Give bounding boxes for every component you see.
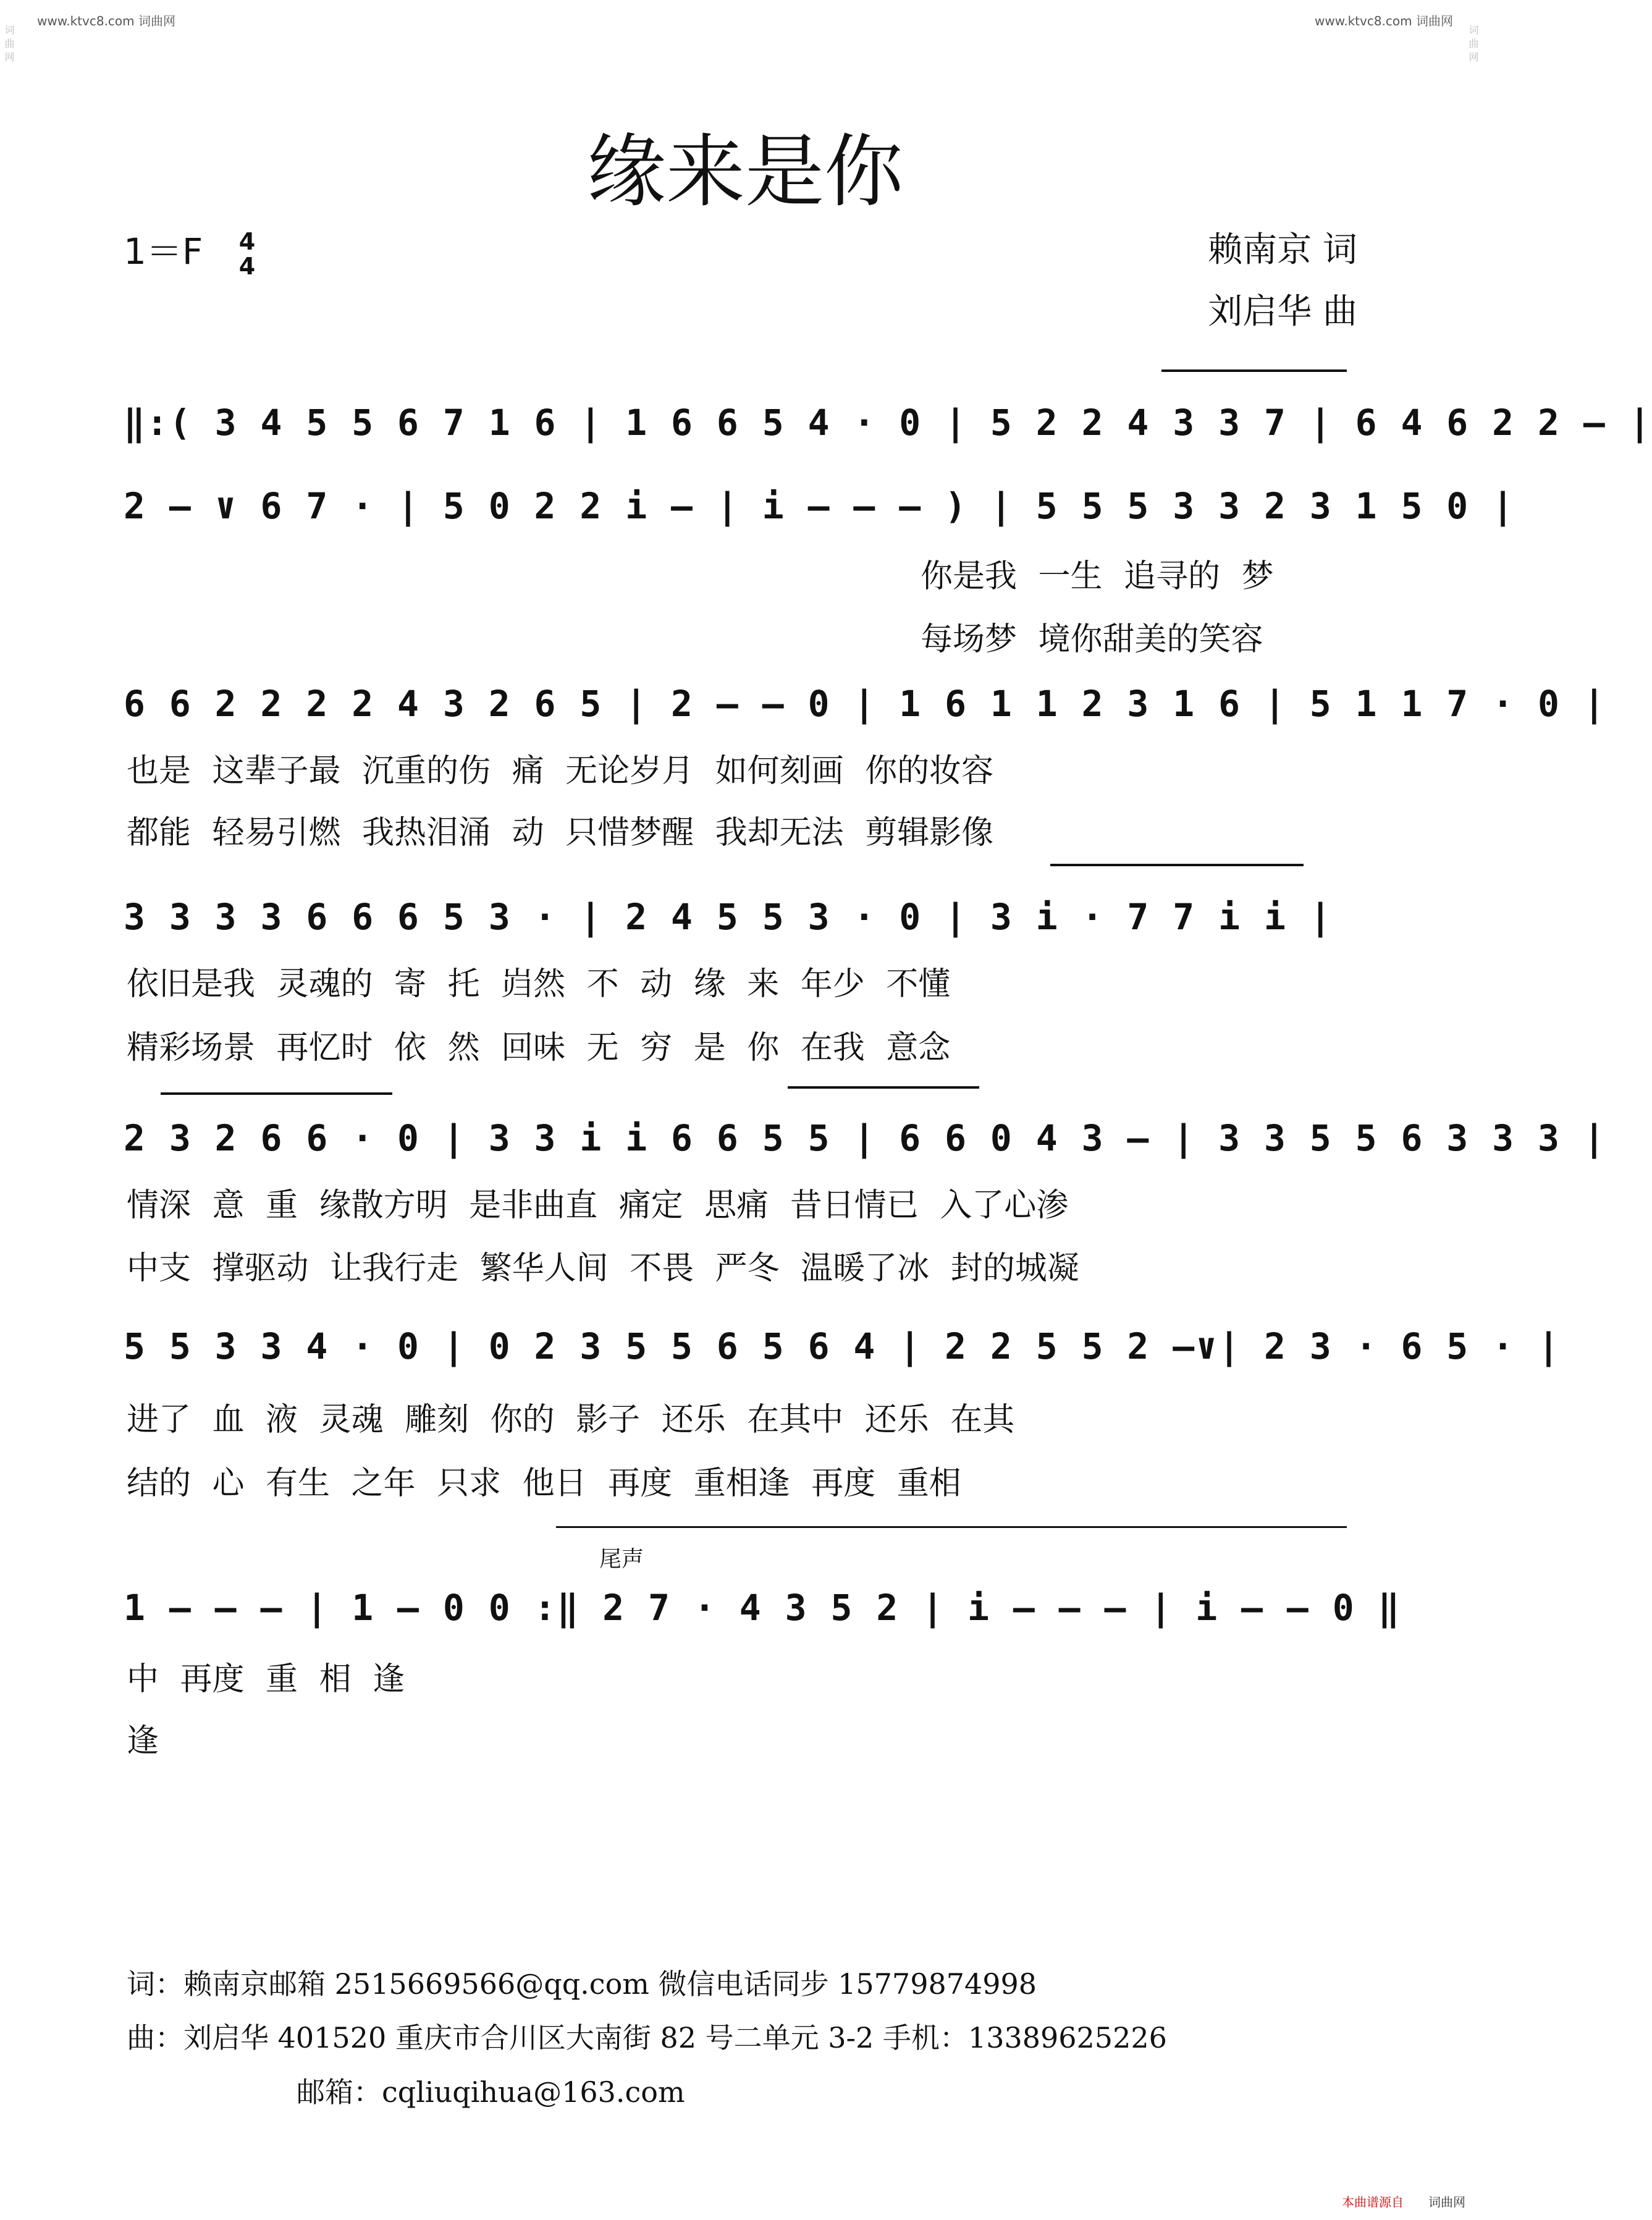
crescendo-mark: [161, 1092, 392, 1095]
key-signature: [124, 222, 255, 279]
system-6-lyric-1: 进了 血 液 灵魂 雕刻 你的 影子 还乐 在其中 还乐 在其: [127, 1401, 1015, 1438]
song-title: 缘来是你: [586, 126, 903, 218]
system-3-lyric-2: 都能 轻易引燃 我热泪涌 动 只惜梦醒 我却无法 剪辑影像: [127, 814, 994, 851]
system-5-notes: 2 3 2 6 6 · 0 | 3 3 i i 6 6 5 5 | 6 6 0 4 3 – | 3 3 5 5 6 3 3 3 |: [124, 1117, 1606, 1159]
watermark-left: www.ktvc8.com 词曲网: [37, 14, 176, 28]
coda-bracket: [556, 1526, 1347, 1528]
footer-line-email: 邮箱：cqliuqihua@163.com: [297, 2075, 685, 2109]
time-bottom: 4: [238, 252, 256, 280]
system-6-notes: 5 5 3 3 4 · 0 | 0 2 3 5 5 6 5 6 4 | 2 2 5 5 2 –∨| 2 3 · 6 5 · |: [124, 1325, 1561, 1367]
system-2-lyric-2: 每场梦 境你甜美的笑容: [921, 621, 1263, 658]
time-signature: [239, 229, 255, 279]
system-7-notes: 1 – – – | 1 – 0 0 :‖ 2 7 · 4 3 5 2 | i – – – | i – – 0 ‖: [124, 1587, 1401, 1629]
system-5-lyric-2: 中支 撑驱动 让我行走 繁华人间 不畏 严冬 温暖了冰 封的城凝: [127, 1250, 1079, 1287]
system-3-notes: 6 6 2 2 2 2 4 3 2 6 5 | 2 – – 0 | 1 6 1 1 2 3 1 6 | 5 1 1 7 · 0 |: [124, 683, 1606, 725]
system-4-lyric-2: 精彩场景 再忆时 依 然 回味 无 穷 是 你 在我 意念: [127, 1029, 951, 1066]
side-watermark-right: 词曲网: [1467, 25, 1479, 65]
side-watermark-left: 词曲网: [3, 25, 15, 65]
site-badge: 词曲网: [1428, 2195, 1465, 2209]
system-4-notes: 3 3 3 3 6 6 6 5 3 · | 2 4 5 5 3 · 0 | 3 i · 7 7 i i |: [124, 896, 1333, 938]
system-6-lyric-2: 结的 心 有生 之年 只求 他日 再度 重相逢 再度 重相: [127, 1465, 961, 1502]
footer-line-composer: 曲：刘启华 401520 重庆市合川区大南街 82 号二单元 3-2 手机：13389625226: [127, 2021, 1167, 2054]
crescendo-mark: [1050, 864, 1304, 866]
system-4-lyric-1: 依旧是我 灵魂的 寄 托 岿然 不 动 缘 来 年少 不懂: [127, 966, 951, 1003]
system-7-lyric-2: 逢: [127, 1723, 159, 1760]
system-5-lyric-1: 情深 意 重 缘散方明 是非曲直 痛定 思痛 昔日情已 入了心渗: [127, 1187, 1069, 1224]
system-2-lyric-1: 你是我 一生 追寻的 梦: [921, 558, 1274, 595]
footer-line-lyricist: 词：赖南京邮箱 2515669566@qq.com 微信电话同步 15779874998: [127, 1967, 1037, 2001]
system-1-notes: ‖:( 3 4 5 5 6 7 1 6 | 1 6 6 5 4 · 0 | 5 2 2 4 3 3 7 | 6 4 6 2 2 – |: [124, 402, 1652, 444]
system-7-lyric-1: 中 再度 重 相 逢: [127, 1661, 405, 1698]
watermark-right: www.ktvc8.com 词曲网: [1314, 14, 1453, 28]
crescendo-mark: [1161, 369, 1347, 372]
source-badge: 本曲谱源自: [1342, 2195, 1404, 2209]
coda-label: 尾声: [599, 1547, 644, 1572]
composer-credit: 刘启华 曲: [1208, 292, 1357, 332]
lyricist-credit: 赖南京 词: [1208, 230, 1357, 270]
system-2-notes: 2 – ∨ 6 7 · | 5 0 2 2 i – | i – – – ) | 5 5 5 3 3 2 3 1 5 0 |: [124, 485, 1515, 527]
crescendo-mark: [788, 1086, 979, 1089]
time-top: 4: [238, 227, 256, 255]
key-label: 1＝F: [124, 230, 203, 272]
system-3-lyric-1: 也是 这辈子最 沉重的伤 痛 无论岁月 如何刻画 你的妆容: [127, 753, 994, 790]
